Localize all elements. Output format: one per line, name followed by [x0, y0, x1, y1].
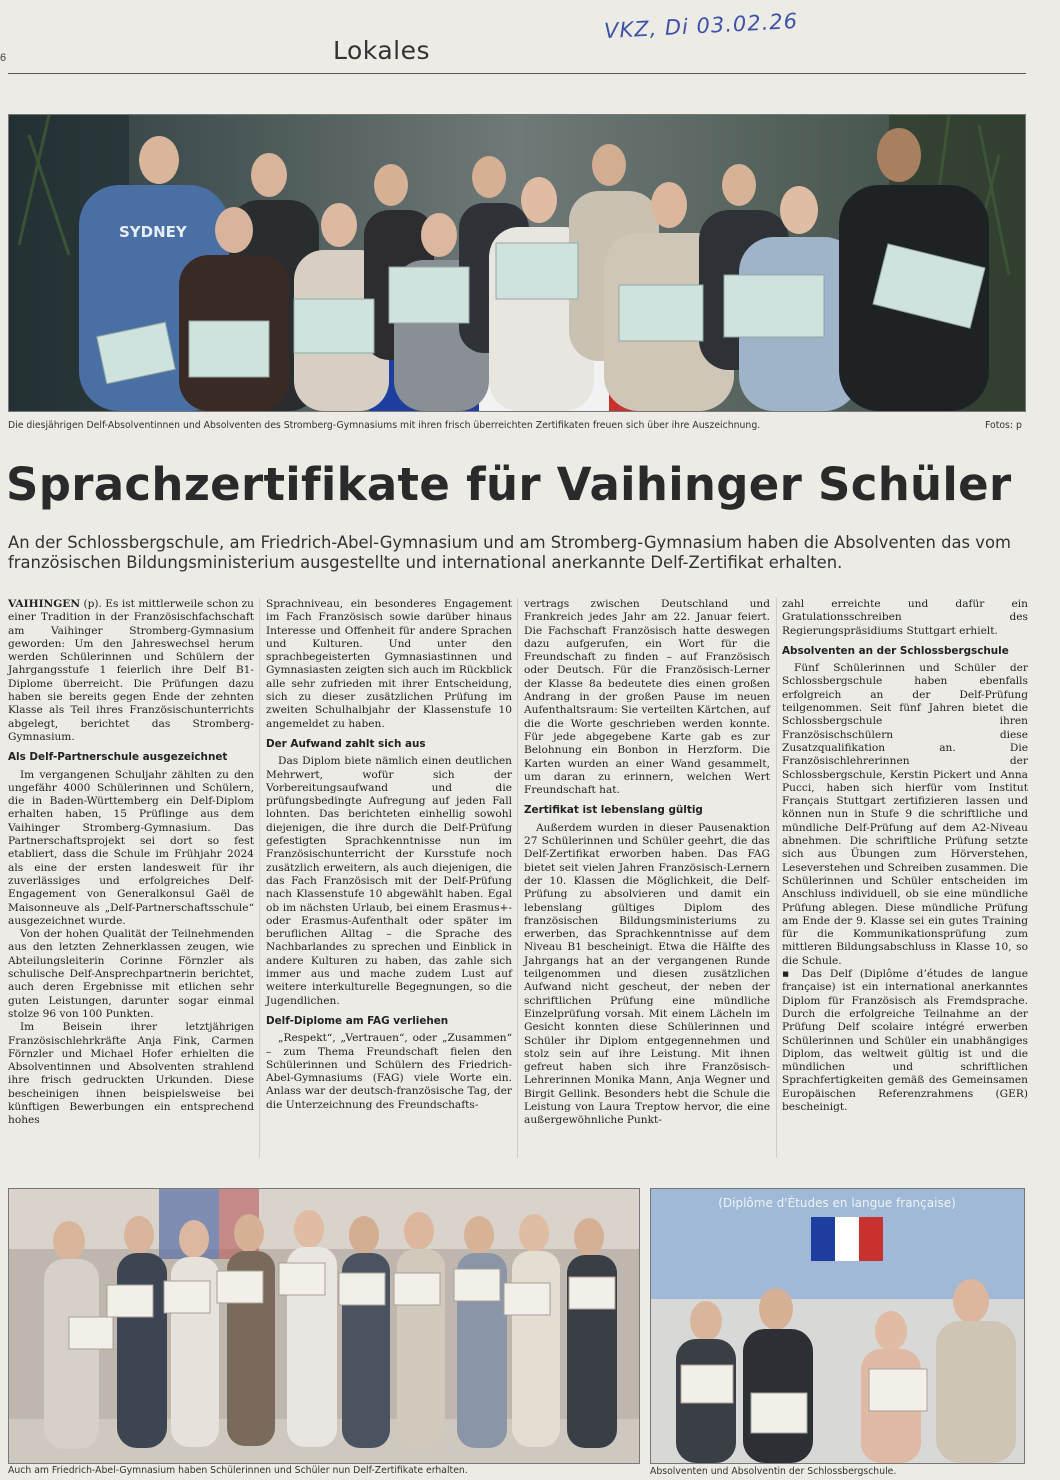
column-divider — [517, 598, 518, 1158]
deck: An der Schlossbergschule, am Friedrich-Abel-Gymnasium und am Stromberg-Gymnasium haben die Absolventen das vom französischen Bildungsministerium ausgestellte und international anerkannte Delf-Zertifikat erhalten. — [8, 533, 1011, 572]
flag-white — [835, 1217, 859, 1261]
header-rule — [8, 73, 1026, 74]
paragraph: Das Diplom biete nämlich einen deutlichen Mehrwert, wofür sich der Vorbereitungsaufwand und die prüfungsbedingte Aufregung auf jeden Fall lohnten. Das berichteten einhellig sowohl diejenigen, die ihre durch die Delf-Prüfung gefestigten Sprachkenntnisse nun im Französischunterricht der Kursstufe noch zusätzlich erweitern, als auch diejenigen, die das Fach Französisch mit der Delf-Prüfung nach Klassenstufe 10 abgewählt haben. Egal ob im nächsten Urlaub, bei einem Erasmus+- oder Erasmus-Aufenthalt oder später im beruflichen Alltag – die Sprache des Nachbarlandes zu sprechen und Einblick in andere Kulturen zu haben, das zahle sich immer aus und mache zudem Lust auf weitere interkulturelle Begegnungen, so die Jugendlichen. — [266, 755, 512, 1007]
paragraph: zahl erreichte und dafür ein Gratulationsschreiben des Regierungspräsidiums Stuttgart erhielt. — [782, 598, 1028, 637]
subheading: Absolventen an der Schlossbergschule — [782, 644, 1009, 657]
column-divider — [259, 598, 260, 1158]
top-photo-caption: Die diesjährigen Delf-Absolventinnen und Absolventen des Stromberg-Gymnasiums mit ihren frisch überreichten Zertifikaten freuen sich über ihre Auszeichnung. — [8, 420, 761, 431]
subheading: Delf-Diplome am FAG verliehen — [266, 1014, 449, 1027]
subheading: Als Delf-Partnerschule ausgezeichnet — [8, 751, 228, 764]
column-2 — [266, 598, 512, 1112]
bottom-right-photo — [650, 1188, 1025, 1464]
top-photo — [8, 114, 1026, 412]
paragraph: Sprachniveau, ein besonderes Engagement im Fach Französisch sowie darüber hinaus Interesse und Offenheit für andere Sprachen und Kulturen. Und unter den sprachbegeisterten Gymnasiastinnen und Gymnasiasten zeigten sich auch im Rückblick alle sehr zufrieden mit ihrer Entscheidung, sich zu dieser zusätzlichen Prüfung im zweiten Schulhalbjahr der Klassenstufe 10 angemeldet zu haben. — [266, 598, 512, 730]
banner-text: (Diplôme d'Études en langue française) — [718, 1196, 956, 1210]
paragraph: Außerdem wurden in dieser Pausenaktion 27 Schülerinnen und Schüler geehrt, die das Delf-Zertifikat erworben haben. Das FAG bietet seit vielen Jahren Französisch-Lernern der 10. Klassen die Möglichkeit, die Delf-Prüfung zu absolvieren und damit ein lebenslang gültiges Diplom des französischen Bildungsministeriums zu erwerben, das Sprachkenntnisse auf dem Niveau B1 bescheinigt. Etwa die Hälfte des Jahrgangs hat an der vergangenen Runde teilgenommen und diesen zusätzlichen Aufwand nicht gescheut, der neben der schriftlichen Prüfung eine mündliche Einzelprüfung vorsah. Mit einem Lächeln im Gesicht konnten diese Schülerinnen und Schüler ihr Diplom entgegennehmen und stolz sein auf ihre Leistung. Mit ihnen gefreut haben sich ihre Französisch-Lehrerinnen Monika Mann, Anja Wegner und Birgit Gellink. Besonders hebt die Schule die Leistung von Laura Treptow hervor, die eine außergewöhnliche Punkt- — [524, 821, 770, 1127]
info-note: ▪ Das Delf (Diplôme d’études de langue française) ist ein international anerkanntes Diplom für Französisch als Fremdsprache. Durch die erfolgreiche Teilnahme an der Prüfung Delf scolaire intégré erwerben Schülerinnen und Schüler ein unabhängiges Diplom, das weltweit gültig ist und die mündlichen und schriftlichen Sprachfertigkeiten gemäß des Gemeinsamen Europäischen Referenzrahmens (GER) bescheinigt. — [782, 968, 1028, 1113]
handwritten-date-stamp: VKZ, Di 03.02.26 — [603, 8, 799, 44]
bottom-left-photo — [8, 1188, 640, 1464]
paragraph: Im vergangenen Schuljahr zählten zu den ungefähr 4000 Schülerinnen und Schülern, die in Baden-Württemberg ein Delf-Diplom erhalten haben, 15 Prüflinge aus dem Vaihinger Stromberg-Gymnasium. Das Partnerschaftsprojekt sei dort so fest etabliert, dass die Schule im Frühjahr 2024 als eine der ersten landesweit für ihr zuverlässiges und erfolgreiches Delf-Engagement von Generalkonsul Gaël de Maisonneuve als „Delf-Partnerschaftsschule“ ausgezeichnet wurde. — [8, 768, 254, 927]
bottom-right-caption: Absolventen und Absolventin der Schlossbergschule. — [650, 1466, 897, 1477]
paragraph: Im Beisein ihrer letztjährigen Französischlehrkräfte Anja Fink, Carmen Förnzler und Michael Hofer erhielten die Absolventinnen und Absolventen strahlend ihre frisch gedruckten Urkunden. Diese bescheinigen ihnen beispielsweise bei künftigen Bewerbungen ein entsprechend hohes — [8, 1021, 254, 1127]
paragraph: Fünf Schülerinnen und Schüler der Schlossbergschule haben ebenfalls erfolgreich an der Delf-Prüfung teilgenommen. Seit fünf Jahren bietet die Schlossbergschule ihren Französischschülern diese Zusatzqualifikation an. Die Französischlehrerinnen der Schlossbergschule, Kerstin Pickert und Anna Pucci, haben sich hierfür vom Institut Français Stuttgart zertifizieren lassen und können nun in Stufe 9 die schriftliche und mündliche Delf-Prüfung auf dem A2-Niveau abnehmen. Die schriftliche Prüfung setzte sich aus Übungen zum Hörverstehen, Leseverstehen und Schreiben zusammen. Die Schülerinnen und Schüler entscheiden im Anschluss individuell, ob sie eine mündliche Prüfung ablegen. Diese mündliche Prüfung am Ende der 9. Klasse sei ein gutes Training für die Kommunikationsprüfung zum mittleren Bildungsabschluss in Klasse 10, so die Schule. — [782, 662, 1028, 967]
paragraph-text: (p). Es ist mittlerweile schon zu einer Tradition in der Französischfachschaft am Vaihinger Stromberg-Gymnasium geworden: Um den Jahreswechsel herum werden Schülerinnen und Schülern der Jahrgangsstufe 1 feierlich ihre Delf B1-Diplome überreicht. Die Prüfungen dazu haben sie bereits gegen Ende der zehnten Klasse als Teil ihres Französischunterrichts abgelegt, berichtet das Stromberg-Gymnasium. — [8, 598, 254, 743]
paragraph: vertrags zwischen Deutschland und Frankreich jedes Jahr am 22. Januar feiert. Die Fachschaft Französisch hatte deswegen dazu aufgerufen, ein Wort für die Freundschaft zu finden – auf Französisch oder Deutsch. Für die Französisch-Lerner der Klasse 8a bedeutete dies einen großen Andrang in der großen Pause im neuen Aufenthaltsraum: Sie verteilten Kärtchen, auf die die Worte geschrieben werden konnte. Für jede abgegebene Karte gab es zur Belohnung ein Bonbon in Herzform. Die Karten wurden an einer Wand gesammelt, um daran zu erinnern, welchen Wert Freundschaft hat. — [524, 598, 770, 797]
flag-blue — [811, 1217, 835, 1261]
column-3 — [524, 598, 770, 1128]
column-1 — [8, 598, 254, 1128]
column-divider — [776, 598, 777, 1158]
bottom-left-caption: Auch am Friedrich-Abel-Gymnasium haben Schülerinnen und Schüler nun Delf-Zertifikate erhalten. — [8, 1465, 468, 1476]
headline: Sprachzertifikate für Vaihinger Schüler — [6, 458, 1012, 511]
section-title: Lokales — [333, 36, 430, 65]
subheading: Zertifikat ist lebenslang gültig — [524, 804, 703, 817]
column-4 — [782, 598, 1028, 1114]
hoodie-text: SYDNEY — [119, 223, 187, 241]
page-number: 6 — [0, 52, 7, 64]
paragraph: Von der hohen Qualität der Teilnehmenden aus den letzten Zehnerklassen zeugen, wie Abteilungsleiterin Corinne Förnzler als schulische Delf-Ansprechpartnerin berichtet, auch deren Ergebnisse mit etlichen sehr guten Leistungen, darunter sogar einmal stolze 96 von 100 Punkten. — [8, 928, 254, 1020]
paragraph — [8, 598, 254, 744]
dateline: VAIHINGEN — [8, 598, 81, 610]
paragraph: „Respekt“, „Vertrauen“, oder „Zusammen“ – zum Thema Freundschaft fielen den Schülerinnen und Schülern des Friedrich-Abel-Gymnasiums (FAG) viele Worte ein. Anlass war der deutsch-französische Tag, der die Unterzeichnung des Freundschafts- — [266, 1032, 512, 1111]
photo-credit: Fotos: p — [985, 420, 1022, 431]
flag-red — [859, 1217, 883, 1261]
subheading: Der Aufwand zahlt sich aus — [266, 737, 426, 750]
